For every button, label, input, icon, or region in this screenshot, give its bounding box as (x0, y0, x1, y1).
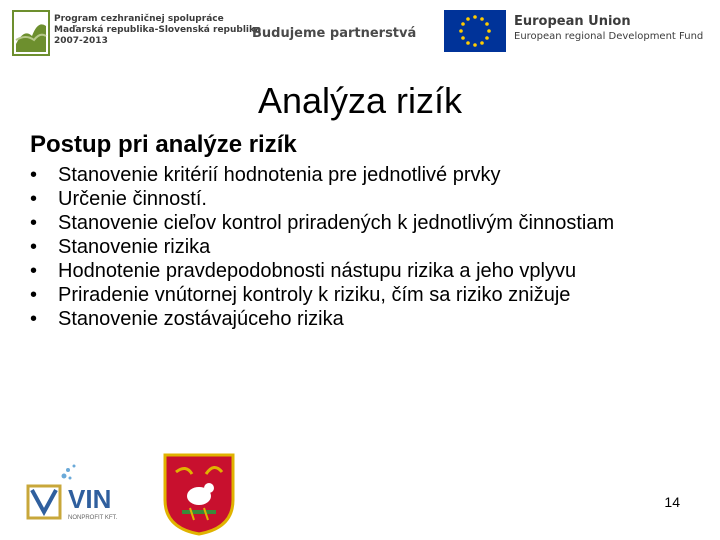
eu-subtitle: European regional Development Fund (514, 31, 704, 42)
bullet-list (30, 163, 700, 331)
partnership-slogan: Budujeme partnerstvá (252, 26, 417, 41)
bullet-text: Stanovenie kritérií hodnotenia pre jednotlivé prvky (58, 164, 501, 186)
slide-subtitle: Postup pri analýze rizík (30, 131, 297, 158)
bullet-icon: • (30, 164, 38, 186)
bullet-text: Určenie činností. (58, 188, 207, 210)
program-line-3: 2007-2013 (54, 36, 108, 46)
bullet-icon: • (30, 188, 38, 210)
bullet-icon: • (30, 260, 38, 282)
program-line-1: Program cezhraničnej spolupráce (54, 14, 224, 24)
page-number: 14 (664, 494, 680, 510)
list-item (30, 307, 700, 331)
list-item (30, 283, 700, 307)
svg-text:VIN: VIN (68, 484, 112, 514)
eu-title: European Union (514, 14, 631, 29)
bullet-icon: • (30, 308, 38, 330)
bullet-icon: • (30, 212, 38, 234)
list-item (30, 163, 700, 187)
bullet-text: Stanovenie zostávajúceho rizika (58, 308, 344, 330)
bullet-text: Hodnotenie pravdepodobnosti nástupu rizika a jeho vplyvu (58, 260, 577, 282)
list-item (30, 211, 700, 235)
program-text (54, 14, 261, 47)
list-item (30, 235, 700, 259)
bullet-text: Stanovenie rizika (58, 236, 211, 258)
bullet-text: Priradenie vnútornej kontroly k riziku, čím sa riziko znižuje (58, 284, 571, 306)
program-logo-icon (12, 10, 50, 56)
bullet-icon: • (30, 284, 38, 306)
coat-of-arms-icon (162, 452, 236, 536)
vin-logo-icon (24, 462, 146, 524)
slide-title: Analýza rizík (257, 80, 463, 121)
program-line-2: Maďarská republika-Slovenská republika (54, 25, 262, 35)
eu-text (514, 14, 703, 44)
list-item (30, 187, 700, 211)
list-item (30, 259, 700, 283)
bullet-icon: • (30, 236, 38, 258)
svg-text:NONPROFIT KFT.: NONPROFIT KFT. (68, 515, 118, 521)
bullet-text: Stanovenie cieľov kontrol priradených k jednotlivým činnostiam (58, 212, 615, 234)
eu-flag-icon (444, 10, 506, 52)
